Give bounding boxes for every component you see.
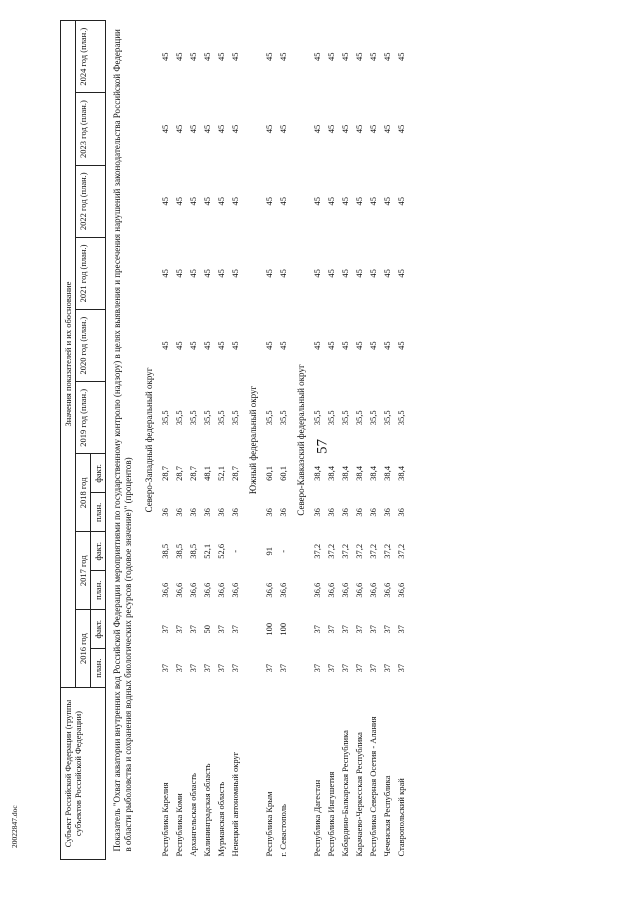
value-cell: - <box>230 549 240 553</box>
value-cell: 35,5 <box>368 410 378 426</box>
subject-name: Ненецкий автономный округ <box>230 751 240 857</box>
value-cell: 45 <box>202 341 212 350</box>
value-cell: 45 <box>174 341 184 350</box>
value-cell: 36,6 <box>216 582 226 598</box>
table-row <box>338 21 352 860</box>
subject-name: Кабардино-Балкарская Республика <box>340 730 350 857</box>
subject-name: Республика Коми <box>174 793 184 857</box>
value-cell: 45 <box>216 341 226 350</box>
value-cell: 35,5 <box>160 410 170 426</box>
value-cell: 45 <box>160 124 170 134</box>
value-cell: 60,1 <box>264 465 274 481</box>
value-cell: 36,6 <box>264 582 274 598</box>
value-cell: 37 <box>340 624 350 634</box>
value-cell: 45 <box>160 52 170 61</box>
value-cell: 35,5 <box>174 410 184 426</box>
year-2017-header: 2017 год <box>76 532 91 610</box>
value-cell: 36,6 <box>188 582 198 598</box>
value-cell: 45 <box>264 52 274 61</box>
file-stamp: 20022847.doc <box>10 805 19 848</box>
sub-header-fact: факт. <box>91 532 106 571</box>
value-cell: 37 <box>188 624 198 634</box>
year-2022-header: 2022 год (план.) <box>76 165 106 237</box>
indicator-table <box>60 20 408 860</box>
table-header <box>61 21 106 860</box>
value-cell: 45 <box>396 52 406 61</box>
value-cell: 38,4 <box>382 465 392 481</box>
table-row <box>214 21 228 860</box>
value-cell: 37 <box>396 663 406 673</box>
sub-header-plan: план. <box>91 493 106 532</box>
value-cell: 45 <box>312 196 322 206</box>
value-cell: 45 <box>396 124 406 134</box>
table-row <box>228 21 242 860</box>
value-cell: 36,6 <box>326 582 336 598</box>
year-2016-header: 2016 год <box>76 610 91 688</box>
value-cell: 45 <box>354 124 364 134</box>
value-cell: 45 <box>202 196 212 206</box>
value-cell: 37,2 <box>382 543 392 559</box>
value-cell: 28,7 <box>230 465 240 481</box>
value-cell: 36 <box>174 508 184 517</box>
value-cell: 45 <box>340 269 350 278</box>
value-cell: 45 <box>396 269 406 278</box>
value-cell: 45 <box>216 269 226 278</box>
value-cell: 35,5 <box>230 410 240 426</box>
value-cell: 45 <box>354 196 364 206</box>
value-cell: 37 <box>368 663 378 673</box>
value-cell: 45 <box>326 269 336 278</box>
value-cell: 38,4 <box>396 465 406 481</box>
value-cell: 45 <box>382 341 392 350</box>
value-cell: 45 <box>354 52 364 61</box>
value-cell: 45 <box>160 269 170 278</box>
value-cell: 45 <box>174 269 184 278</box>
value-cell: 38,5 <box>174 543 184 559</box>
value-cell: 45 <box>312 269 322 278</box>
value-cell: 38,5 <box>188 543 198 559</box>
value-cell: 35,5 <box>382 410 392 426</box>
indicator-caption: Показатель "Охват акватории внутренних вод Российской Федерации мероприятиями по государственному контролю (надзору) в целях выявления и пресечения нарушений законодательства Российской Федерации в области рыболовства и сохранения водных биологических ресурсов (годовое значение)" (процентов) <box>112 29 133 852</box>
value-cell: 35,5 <box>354 410 364 426</box>
value-cell: 37 <box>326 624 336 634</box>
value-cell: 45 <box>340 196 350 206</box>
value-cell: 45 <box>312 124 322 134</box>
value-cell: 37,2 <box>368 543 378 559</box>
value-cell: 36 <box>368 508 378 517</box>
value-cell: 45 <box>340 341 350 350</box>
value-cell: 45 <box>188 269 198 278</box>
value-cell: 37 <box>312 624 322 634</box>
value-cell: 45 <box>368 341 378 350</box>
value-cell: 36 <box>326 508 336 517</box>
value-cell: 35,5 <box>264 410 274 426</box>
subject-name: Карачаево-Черкесская Республика <box>354 732 364 857</box>
value-cell: 45 <box>326 124 336 134</box>
value-cell: 37 <box>216 624 226 634</box>
subject-name: Архангельская область <box>188 773 198 857</box>
value-cell: 36,6 <box>278 582 288 598</box>
value-cell: 38,4 <box>326 465 336 481</box>
value-cell: 45 <box>326 52 336 61</box>
value-cell: 45 <box>264 196 274 206</box>
value-cell: 45 <box>368 196 378 206</box>
value-cell: 35,5 <box>396 410 406 426</box>
value-cell: 35,5 <box>340 410 350 426</box>
value-cell: 36,6 <box>340 582 350 598</box>
table-row <box>186 21 200 860</box>
table-row <box>380 21 394 860</box>
value-cell: 36,6 <box>396 582 406 598</box>
subject-name: Мурманская область <box>216 781 226 857</box>
district-row <box>290 21 310 860</box>
value-cell: 45 <box>188 52 198 61</box>
value-cell: 35,5 <box>216 410 226 426</box>
table-body <box>106 21 409 860</box>
subject-name: Ставропольский край <box>396 778 406 857</box>
value-cell: 45 <box>188 341 198 350</box>
subject-name: Республика Крым <box>264 791 274 857</box>
value-cell: 37 <box>160 663 170 673</box>
value-cell: 45 <box>216 52 226 61</box>
value-cell: 36 <box>354 508 364 517</box>
value-cell: 36 <box>340 508 350 517</box>
value-cell: - <box>278 549 288 553</box>
value-cell: 45 <box>188 196 198 206</box>
value-cell: 35,5 <box>326 410 336 426</box>
rotated-table-sheet <box>60 10 630 860</box>
value-cell: 37 <box>264 663 274 673</box>
value-cell: 45 <box>174 52 184 61</box>
value-cell: 50 <box>202 624 212 634</box>
value-cell: 45 <box>368 124 378 134</box>
value-cell: 45 <box>230 196 240 206</box>
value-cell: 45 <box>326 341 336 350</box>
value-cell: 45 <box>340 124 350 134</box>
year-2023-header: 2023 год (план.) <box>76 93 106 165</box>
subject-name: Республика Ингушетия <box>326 771 336 857</box>
value-cell: 36 <box>278 508 288 517</box>
value-cell: 36 <box>396 508 406 517</box>
value-cell: 45 <box>382 52 392 61</box>
value-cell: 45 <box>354 341 364 350</box>
value-cell: 45 <box>278 196 288 206</box>
year-2024-header: 2024 год (план.) <box>76 21 106 93</box>
subject-name: Чеченская Республика <box>382 775 392 857</box>
value-cell: 52,6 <box>216 543 226 559</box>
district-title: Южный федеральный округ <box>248 385 258 495</box>
value-cell: 91 <box>264 547 274 556</box>
value-cell: 37,2 <box>354 543 364 559</box>
value-cell: 35,5 <box>188 410 198 426</box>
table-row <box>352 21 366 860</box>
value-cell: 36 <box>230 508 240 517</box>
value-cell: 37 <box>174 663 184 673</box>
value-cell: 38,4 <box>368 465 378 481</box>
table-row <box>324 21 338 860</box>
sub-header-plan: план. <box>91 571 106 610</box>
value-cell: 45 <box>202 269 212 278</box>
value-cell: 35,5 <box>202 410 212 426</box>
value-cell: 45 <box>216 196 226 206</box>
value-cell: 45 <box>230 341 240 350</box>
value-cell: 36 <box>382 508 392 517</box>
value-cell: 45 <box>278 124 288 134</box>
subject-name: г. Севастополь <box>278 804 288 857</box>
value-cell: 36,6 <box>174 582 184 598</box>
district-title: Северо-Западный федеральный округ <box>144 367 154 513</box>
value-cell: 45 <box>160 341 170 350</box>
value-cell: 60,1 <box>278 465 288 481</box>
value-cell: 37 <box>202 663 212 673</box>
value-cell: 45 <box>382 196 392 206</box>
subject-header: Субъект Российской Федерации (группы субъектов Российской Федерации) <box>61 688 106 860</box>
value-cell: 36 <box>216 508 226 517</box>
value-cell: 36,6 <box>202 582 212 598</box>
value-cell: 35,5 <box>312 410 322 426</box>
table-row <box>262 21 276 860</box>
table-row <box>394 21 408 860</box>
district-title: Северо-Кавказский федеральный округ <box>296 364 306 516</box>
value-cell: 45 <box>202 52 212 61</box>
value-cell: 45 <box>382 124 392 134</box>
value-cell: 36 <box>160 508 170 517</box>
value-cell: 36 <box>188 508 198 517</box>
value-cell: 37,2 <box>396 543 406 559</box>
value-cell: 28,7 <box>160 465 170 481</box>
value-cell: 37,2 <box>326 543 336 559</box>
value-cell: 45 <box>202 124 212 134</box>
value-cell: 37,2 <box>312 543 322 559</box>
value-cell: 45 <box>340 52 350 61</box>
value-cell: 37 <box>382 663 392 673</box>
value-cell: 45 <box>230 269 240 278</box>
value-cell: 28,7 <box>174 465 184 481</box>
sub-header-fact: факт. <box>91 454 106 493</box>
value-cell: 45 <box>264 269 274 278</box>
value-cell: 37 <box>396 624 406 634</box>
value-cell: 37 <box>188 663 198 673</box>
value-cell: 36,6 <box>160 582 170 598</box>
value-cell: 38,5 <box>160 543 170 559</box>
value-cell: 45 <box>264 341 274 350</box>
table-row <box>276 21 290 860</box>
value-cell: 38,4 <box>340 465 350 481</box>
value-cell: 45 <box>354 269 364 278</box>
year-2018-header: 2018 год <box>76 454 91 532</box>
value-cell: 45 <box>396 196 406 206</box>
value-cell: 36,6 <box>368 582 378 598</box>
value-cell: 36 <box>312 508 322 517</box>
value-cell: 37 <box>174 624 184 634</box>
value-cell: 37 <box>230 663 240 673</box>
value-cell: 37 <box>312 663 322 673</box>
value-cell: 45 <box>230 52 240 61</box>
value-cell: 36,6 <box>354 582 364 598</box>
value-cell: 36,6 <box>382 582 392 598</box>
year-2021-header: 2021 год (план.) <box>76 237 106 309</box>
value-cell: 45 <box>368 269 378 278</box>
subject-name: Республика Карелия <box>160 782 170 857</box>
value-cell: 45 <box>174 196 184 206</box>
value-cell: 45 <box>264 124 274 134</box>
value-cell: 36 <box>202 508 212 517</box>
subject-name: Калининградская область <box>202 763 212 857</box>
value-cell: 100 <box>278 622 288 636</box>
value-cell: 45 <box>188 124 198 134</box>
value-cell: 28,7 <box>188 465 198 481</box>
value-cell: 45 <box>326 196 336 206</box>
value-cell: 48,1 <box>202 465 212 481</box>
value-cell: 37,2 <box>340 543 350 559</box>
table-row <box>366 21 380 860</box>
value-cell: 45 <box>174 124 184 134</box>
value-cell: 37 <box>354 663 364 673</box>
value-cell: 37 <box>278 663 288 673</box>
value-cell: 45 <box>382 269 392 278</box>
value-cell: 45 <box>278 52 288 61</box>
table-row <box>172 21 186 860</box>
subject-name: Республика Северная Осетия - Алания <box>368 716 378 857</box>
value-cell: 45 <box>160 196 170 206</box>
value-cell: 37 <box>354 624 364 634</box>
sub-header-fact: факт. <box>91 610 106 649</box>
subject-name: Республика Дагестан <box>312 779 322 857</box>
value-cell: 45 <box>312 52 322 61</box>
value-cell: 45 <box>396 341 406 350</box>
value-cell: 45 <box>278 269 288 278</box>
value-cell: 45 <box>312 341 322 350</box>
value-cell: 52,1 <box>216 465 226 481</box>
table-row <box>200 21 214 860</box>
value-cell: 35,5 <box>278 410 288 426</box>
value-cell: 37 <box>216 663 226 673</box>
value-cell: 45 <box>368 52 378 61</box>
sub-header-plan: план. <box>91 649 106 688</box>
value-cell: 100 <box>264 622 274 636</box>
page-number: 57 <box>314 439 331 454</box>
table-row <box>158 21 172 860</box>
year-2020-header: 2020 год (план.) <box>76 310 106 382</box>
value-cell: 45 <box>278 341 288 350</box>
value-cell: 52,1 <box>202 543 212 559</box>
value-cell: 45 <box>230 124 240 134</box>
value-cell: 37 <box>340 663 350 673</box>
values-header: Значения показателей и их обоснование <box>61 21 76 688</box>
district-row <box>138 21 158 860</box>
value-cell: 38,4 <box>312 465 322 481</box>
value-cell: 36 <box>264 508 274 517</box>
value-cell: 36,6 <box>312 582 322 598</box>
table-row <box>310 21 324 860</box>
year-2019-header: 2019 год (план.) <box>76 382 106 454</box>
value-cell: 45 <box>216 124 226 134</box>
district-row <box>242 21 262 860</box>
value-cell: 36,6 <box>230 582 240 598</box>
value-cell: 37 <box>326 663 336 673</box>
value-cell: 37 <box>368 624 378 634</box>
value-cell: 37 <box>382 624 392 634</box>
value-cell: 37 <box>160 624 170 634</box>
value-cell: 37 <box>230 624 240 634</box>
value-cell: 38,4 <box>354 465 364 481</box>
